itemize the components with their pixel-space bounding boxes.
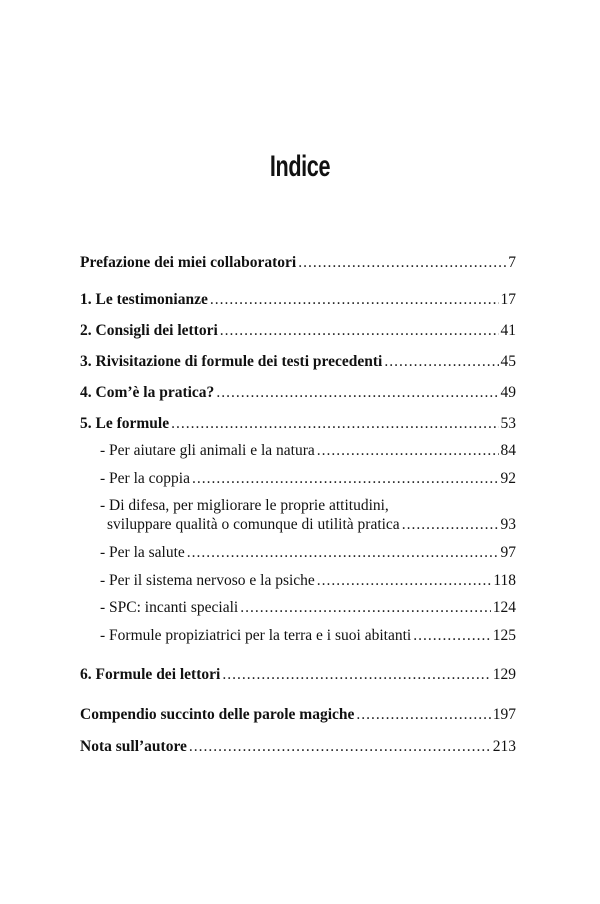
- dot-leader: [402, 515, 499, 535]
- toc-subentry-terra[interactable]: [100, 626, 516, 646]
- dot-leader: [187, 543, 499, 563]
- toc-entry-label-continuation: sviluppare qualità o comunque di utilità pratica: [107, 516, 400, 533]
- toc-entry-label: Compendio succinto delle parole magiche: [80, 706, 355, 723]
- toc-page-number: 7: [508, 254, 516, 271]
- toc-page-number: 17: [500, 291, 516, 308]
- toc-subentry-animali[interactable]: [100, 441, 516, 461]
- toc-page-number: 97: [500, 544, 516, 561]
- toc-page-number: 41: [500, 322, 516, 339]
- toc-subentry-salute[interactable]: [100, 543, 516, 563]
- toc-entry-label: Nota sull’autore: [80, 738, 187, 755]
- toc-subentry-difesa-line1[interactable]: [100, 496, 516, 516]
- dot-leader: [189, 737, 491, 757]
- toc-entry-label: 4. Com’è la pratica?: [80, 384, 215, 401]
- toc-entry-pratica[interactable]: [80, 383, 516, 403]
- toc-entry-formule[interactable]: [80, 414, 516, 434]
- dot-leader: [210, 290, 499, 310]
- toc-page-number: 213: [492, 738, 516, 755]
- toc-page-number: 49: [500, 384, 516, 401]
- toc-entry-label: Prefazione dei miei collaboratori: [80, 254, 297, 271]
- dot-leader: [240, 598, 491, 618]
- toc-subentry-sistema-nervoso[interactable]: [100, 571, 516, 591]
- toc-entry-label: - Per la coppia: [100, 470, 190, 487]
- toc-page-number: 53: [500, 415, 516, 432]
- toc-entry-label: - Per la salute: [100, 544, 185, 561]
- toc-entry-label: 2. Consigli dei lettori: [80, 322, 218, 339]
- toc-subentry-spc[interactable]: [100, 598, 516, 618]
- dot-leader: [222, 665, 490, 685]
- toc-entry-compendio[interactable]: [80, 705, 516, 725]
- toc-page-number: 197: [492, 706, 516, 723]
- page-title: Indice: [269, 150, 331, 183]
- toc-entry-label: 1. Le testimonianze: [80, 291, 208, 308]
- toc-entry-label: - Di difesa, per migliorare le proprie attitudini,: [100, 497, 389, 514]
- toc-entry-label: - Per aiutare gli animali e la natura: [100, 442, 315, 459]
- dot-leader: [317, 441, 499, 461]
- dot-leader: [192, 469, 499, 489]
- dot-leader: [216, 383, 498, 403]
- toc-page-number: 93: [500, 516, 516, 533]
- toc-page-number: 118: [493, 572, 516, 589]
- toc-entry-formule-lettori[interactable]: [80, 665, 516, 685]
- toc-subentry-difesa[interactable]: [107, 515, 516, 535]
- toc-entry-label: - Formule propiziatrici per la terra e i suoi abitanti: [100, 627, 412, 644]
- toc-page-number: 92: [500, 470, 516, 487]
- dot-leader: [356, 705, 490, 725]
- toc-entry-prefazione[interactable]: [80, 253, 516, 273]
- dot-leader: [298, 253, 506, 273]
- dot-leader: [384, 352, 498, 372]
- toc-entry-nota-autore[interactable]: [80, 737, 516, 757]
- toc-entry-label: 3. Rivisitazione di formule dei testi precedenti: [80, 353, 383, 370]
- dot-leader: [220, 321, 499, 341]
- toc-entry-consigli[interactable]: [80, 321, 516, 341]
- dot-leader: [171, 414, 498, 434]
- dot-leader: [317, 571, 492, 591]
- toc-entry-rivisitazione[interactable]: [80, 352, 516, 372]
- toc-entry-label: - Per il sistema nervoso e la psiche: [100, 572, 315, 589]
- toc-entry-label: 6. Formule dei lettori: [80, 666, 221, 683]
- toc-page-number: 129: [492, 666, 516, 683]
- toc-page-number: 45: [500, 353, 516, 370]
- toc-entry-testimonianze[interactable]: [80, 290, 516, 310]
- toc-page-number: 124: [492, 599, 516, 616]
- toc-page-number: 125: [492, 627, 516, 644]
- toc-subentry-coppia[interactable]: [100, 469, 516, 489]
- dot-leader: [413, 626, 491, 646]
- toc-page-number: 84: [500, 442, 516, 459]
- toc-entry-label: 5. Le formule: [80, 415, 170, 432]
- toc-entry-label: - SPC: incanti speciali: [100, 599, 239, 616]
